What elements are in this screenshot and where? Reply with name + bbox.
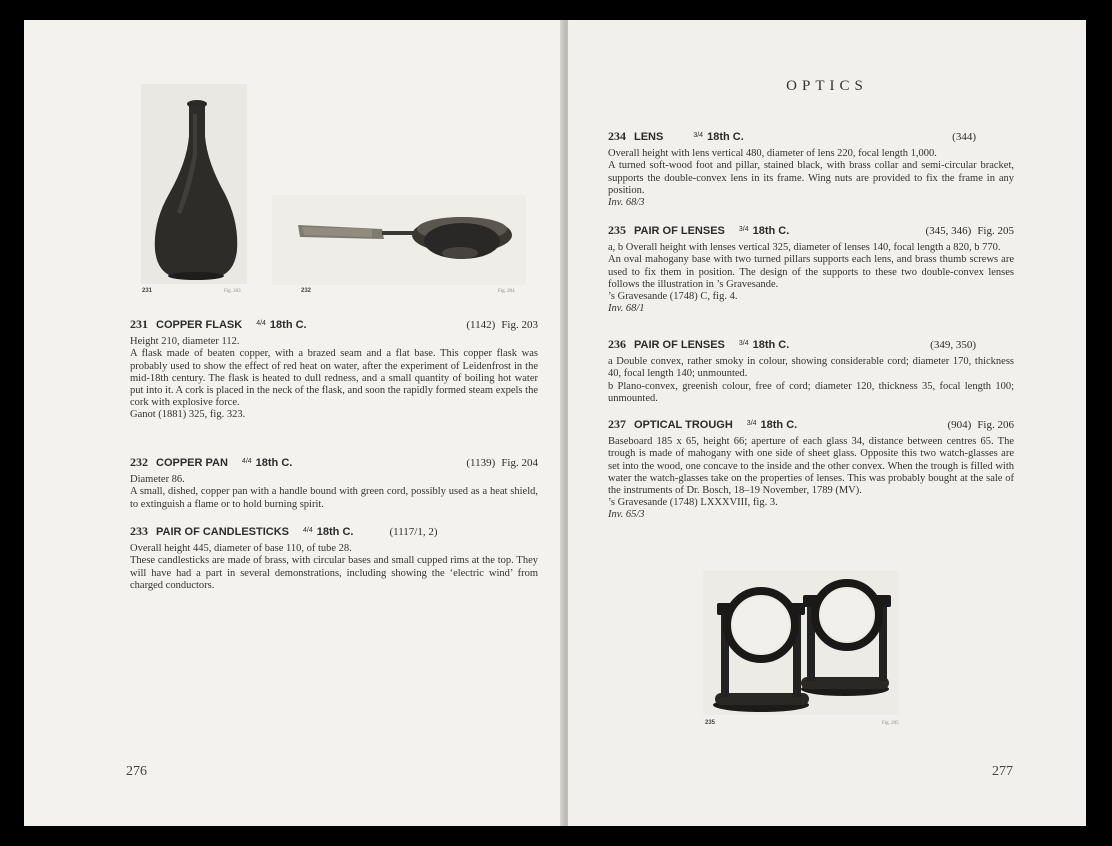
- entry-234: [608, 130, 1014, 209]
- pair-of-lenses-image: [703, 571, 899, 715]
- entry-fraction: 4/4: [256, 320, 266, 327]
- entry-number: 236: [608, 337, 626, 351]
- entry-dimensions: a, b Overall height with lenses vertical 325, diameter of lenses 140, focal length a 820, b 770.: [608, 242, 1001, 254]
- entry-inventory-number: (1139): [466, 457, 496, 469]
- entry-inventory-number: (344): [952, 131, 976, 143]
- entry-century: 18th C.: [316, 526, 354, 538]
- entry-dimensions: Overall height with lens vertical 480, diameter of lens 220, focal length 1,000.: [608, 148, 937, 160]
- entry-figure-ref: Fig. 203: [501, 319, 538, 331]
- caption-235-number: 235: [705, 720, 716, 726]
- copper-flask-photo: [141, 84, 247, 284]
- caption-235-fig: Fig. 205: [882, 721, 899, 726]
- left-page: [24, 20, 565, 826]
- entry-inventory-number: (1117/1, 2): [389, 526, 438, 538]
- entry-reference: ’s Gravesande (1748) LXXXVIII, fig. 3.: [608, 497, 778, 509]
- entry-description: A flask made of beaten copper, with a brazed seam and a flat base. This copper flask was probably used to show the effect of red heat on water, after the experiment of Leidenfrost in the mid-18th century. The flask is heated to dull redness, and a small quantity of boiling hot water put into it. A cork is placed in the neck of the flask, and soon the rapidly formed steam expels the cork with explosive force.: [130, 348, 538, 409]
- entry-title: COPPER PAN: [156, 457, 228, 469]
- entry-fraction: 4/4: [241, 458, 252, 465]
- entry-heading: [130, 456, 538, 471]
- entry-fraction: 3/4: [746, 420, 757, 427]
- entry-century: 18th C.: [255, 457, 293, 469]
- entry-233: [130, 525, 538, 592]
- entry-description: These candlesticks are made of brass, with circular bases and small cupped rims at the top. They will have had a part in several demonstrations, including showing the ‘electric wind’ from charged conductors.: [130, 555, 538, 591]
- entry-refs: [460, 457, 538, 469]
- entry-inventory-number: (345, 346): [925, 225, 972, 237]
- entry-refs: [946, 131, 976, 143]
- caption-232-number: 232: [301, 288, 312, 294]
- copper-flask-image: [141, 84, 247, 284]
- entry-number: 237: [608, 417, 626, 431]
- caption-232-fig: Fig. 204: [498, 289, 515, 294]
- copper-pan-photo: [272, 195, 526, 285]
- entry-description: Baseboard 185 x 65, height 66; aperture of each glass 34, distance between centres 65. The trough is made of mahogany with one side of sheet glass. Opposite this two watch-glasses are set into the wood, one concave to the inside and the other convex. When the trough is filled with water the watch-glasses take on the properties of lenses. This was probably bought at the sale of the instruments of Dr. Bosch, 18–19 November, 1789 (MV).: [608, 436, 1014, 497]
- entry-lens-a: a Double convex, rather smoky in colour, showing considerable cord; diameter 170, thickness 40, focal length 140; unmounted.: [608, 356, 1014, 380]
- entry-heading: [608, 130, 1014, 145]
- entry-heading: [608, 224, 1014, 239]
- entry-fraction: 3/4: [738, 340, 749, 347]
- entry-title: PAIR OF LENSES: [634, 225, 725, 237]
- entry-description: A small, dished, copper pan with a handle bound with green cord, possibly used as a heat shield, to extinguish a flame or to hold burning spirit.: [130, 486, 538, 510]
- entry-235: [608, 224, 1014, 315]
- entry-fraction: 4/4: [303, 527, 313, 534]
- entry-description: An oval mahogany base with two turned pillars supports each lens, and brass thumb screws are used to fix them in position. The design of the supports to these two double-convex lenses follows the illustration in ’s Gravesande.: [608, 254, 1014, 290]
- entry-figure-ref: Fig. 205: [977, 225, 1014, 237]
- page-number-right: 277: [992, 764, 1013, 779]
- entry-century: 18th C.: [760, 419, 798, 431]
- entry-heading: [130, 525, 538, 540]
- entry-title: OPTICAL TROUGH: [634, 419, 733, 431]
- entry-century: 18th C.: [707, 131, 744, 143]
- entry-refs: [383, 526, 437, 538]
- entry-lens-b: b Plano-convex, greenish colour, free of cord; diameter 120, thickness 35, focal length 100; unmounted.: [608, 380, 1014, 404]
- entry-dimensions: Diameter 86.: [130, 474, 185, 486]
- entry-number: 233: [130, 524, 148, 538]
- entry-refs: [941, 419, 1014, 431]
- entry-number: 234: [608, 129, 626, 143]
- entry-number: 231: [130, 317, 148, 331]
- page-number-left: 276: [126, 764, 147, 779]
- entry-inventory: Inv. 65/3: [608, 509, 645, 521]
- entry-heading: [608, 418, 1014, 433]
- entry-fraction: 3/4: [738, 226, 749, 233]
- entry-reference: Ganot (1881) 325, fig. 323.: [130, 409, 246, 421]
- entry-inventory-number: (1142): [466, 319, 496, 331]
- entry-refs: [919, 225, 1014, 237]
- entry-reference: ’s Gravesande (1748) C, fig. 4.: [608, 291, 738, 303]
- entry-232: [130, 456, 538, 511]
- caption-231-number: 231: [142, 288, 153, 294]
- entry-century: 18th C.: [752, 339, 790, 351]
- running-head: OPTICS: [786, 78, 868, 94]
- entry-heading: [130, 318, 538, 333]
- entry-237: [608, 418, 1014, 522]
- entry-231: [130, 318, 538, 422]
- entry-heading: [608, 338, 1014, 353]
- entry-236: [608, 338, 1014, 405]
- entry-inventory: Inv. 68/3: [608, 197, 645, 209]
- entry-description: A turned soft-wood foot and pillar, stained black, with brass collar and semi-circular bracket, supports the double-convex lens in its frame. Wing nuts are provided to fix the frame in any position.: [608, 160, 1014, 196]
- entry-number: 232: [130, 455, 148, 469]
- entry-dimensions: Overall height 445, diameter of base 110, of tube 28.: [130, 543, 352, 555]
- entry-figure-ref: Fig. 206: [977, 419, 1014, 431]
- entry-refs: [460, 319, 538, 331]
- entry-fraction: 3/4: [693, 132, 704, 139]
- entry-inventory: Inv. 68/1: [608, 303, 645, 315]
- entry-refs: [924, 339, 976, 351]
- entry-century: 18th C.: [752, 225, 790, 237]
- copper-pan-image: [272, 195, 526, 285]
- entry-title: LENS: [634, 131, 664, 143]
- entry-century: 18th C.: [269, 319, 307, 331]
- entry-inventory-number: (349, 350): [930, 339, 976, 351]
- entry-title: COPPER FLASK: [156, 319, 243, 331]
- caption-231-fig: Fig. 203: [224, 289, 241, 294]
- entry-dimensions: Height 210, diameter 112.: [130, 336, 240, 348]
- entry-title: PAIR OF CANDLESTICKS: [156, 526, 290, 538]
- pair-of-lenses-photo: [703, 571, 899, 715]
- entry-inventory-number: (904): [947, 419, 972, 431]
- right-page: [568, 20, 1086, 826]
- entry-number: 235: [608, 223, 626, 237]
- entry-title: PAIR OF LENSES: [634, 339, 725, 351]
- entry-figure-ref: Fig. 204: [501, 457, 538, 469]
